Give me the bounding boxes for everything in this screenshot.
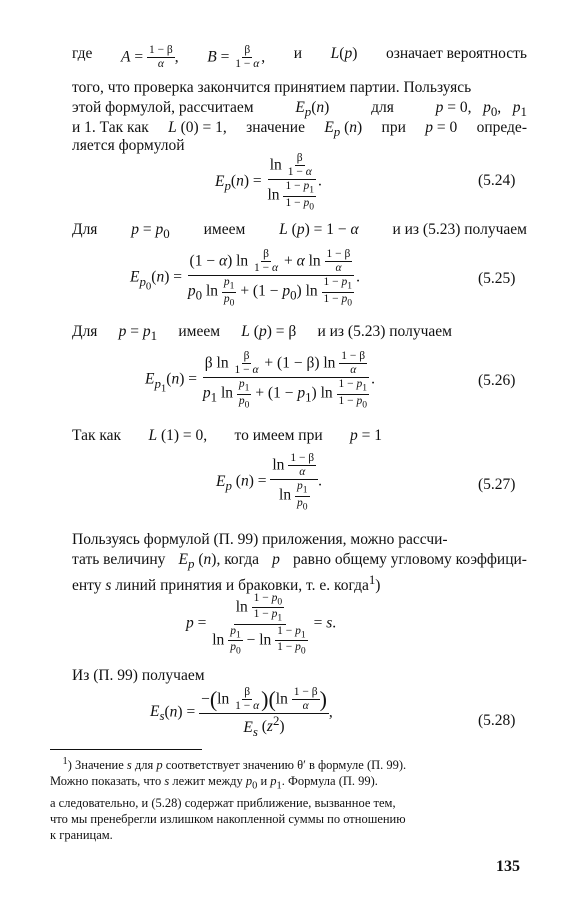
- formula-Lp: L(p): [330, 45, 358, 62]
- formula-B: B = $\frac{\beta}{1 - \alpha}$ ,: [207, 44, 266, 71]
- text-line-d2: тать величину $E_p$ (n), когда p равно общему угловому коэффици-: [72, 551, 527, 572]
- text-line-2: того, что проверка закончится принятием партии. Пользуясь: [72, 79, 472, 96]
- text-line-d3: енту s линий принятия и браковки, т. е. когда$^1$): [72, 572, 381, 595]
- footnote: [50, 754, 528, 843]
- equation-number: (5.24): [478, 172, 516, 189]
- footnote-line-2: Можно показать, что s лежит между $p_0$ и $p_1$. Формула (П. 99).: [50, 774, 378, 792]
- text-line-e: Из (П. 99) получаем: [72, 667, 205, 684]
- equation-5-28: $E_s(n)$ = −(ln $\frac{\beta}{1 - \alpha}$ )(ln $\frac{1 - \beta}{\alpha}$ ) $E_s$ $(z^2)$ ,: [150, 686, 333, 739]
- text-line-4: и 1. Так как L (0) = 1, значение $E_p$ (n) при p = 0 опреде-: [72, 119, 527, 140]
- equation-5-27: $E_p$ (n) = ln $\frac{1 - \beta}{\alpha}$ ln $\frac{p_1}{p_0}$ .: [216, 452, 323, 513]
- equation-5-26: $E_{p_1}(n)$ = β ln $\frac{\beta}{1 - \alpha}$ + (1 − β) ln $\frac{1 - \beta}{\alpha}$ $p_1$ ln $\frac{p_1}{p_0}$ + $(1 - p_1)$ ln $\frac{1 - p_1}{1 - p_0}$ .: [145, 350, 375, 411]
- footnote-line-3: а следовательно, и (5.28) содержат приближение, вызванное тем,: [50, 795, 396, 810]
- equation-number: (5.28): [478, 712, 516, 729]
- equation-5-24: $E_p(n)$ = ln $\frac{\beta}{1 - \alpha}$ ln $\frac{1 - p_1}{1 - p_0}$ .: [215, 152, 322, 213]
- text-line-5: ляется формулой: [72, 137, 185, 154]
- footnote-line-1: $^1$) Значение s для p соответствует значению θ′ в формуле (П. 99).: [62, 756, 407, 773]
- formula-A: A = $\frac{1 - \beta}{\alpha}$ ,: [120, 44, 179, 71]
- footnote-line-5: к границам.: [50, 827, 113, 842]
- text-line-3: этой формулой, рассчитаем $E_p(n)$ для p = 0, $p_0$, $p_1$: [72, 99, 527, 120]
- equation-5-25: $E_{p_0}(n)$ = (1 − α) ln $\frac{\beta}{1 - \alpha}$ + α ln $\frac{1 - \beta}{\alpha}$ $p_0$ ln $\frac{p_1}{p_0}$ + $(1 - p_0)$ ln $\frac{1 - p_1}{1 - p_0}$ .: [130, 248, 360, 309]
- text-line-1: где A = $\frac{1 - \beta}{\alpha}$ , B = $\frac{\beta}{1 - \alpha}$ , и L(p) означает вероятность: [72, 44, 527, 71]
- footnote-rule: [50, 749, 202, 750]
- equation-number: (5.26): [478, 372, 516, 389]
- text-line-L1: Так как L (1) = 0, то имеем при p = 1: [72, 427, 382, 444]
- page-number: 135: [496, 858, 520, 875]
- equation-number: (5.27): [478, 476, 516, 493]
- text-line-p-p0: Для $p = p_0$ имеем L (p) = 1 − α и из (5.23) получаем: [72, 221, 527, 242]
- text-line-d1: Пользуясь формулой (П. 99) приложения, можно рассчи-: [72, 531, 448, 548]
- equation-number: (5.25): [478, 270, 516, 287]
- footnote-line-4: что мы пренебрегли излишком накопленной суммы по отношению: [50, 811, 406, 826]
- text-line-p-p1: Для $p = p_1$ имеем L (p) = β и из (5.23) получаем: [72, 323, 452, 344]
- equation-p-s: p = ln $\frac{1 - p_0}{1 - p_1}$ ln $\frac{p_1}{p_0}$ − ln $\frac{1 - p_1}{1 - p_0}$ = s.: [186, 592, 337, 657]
